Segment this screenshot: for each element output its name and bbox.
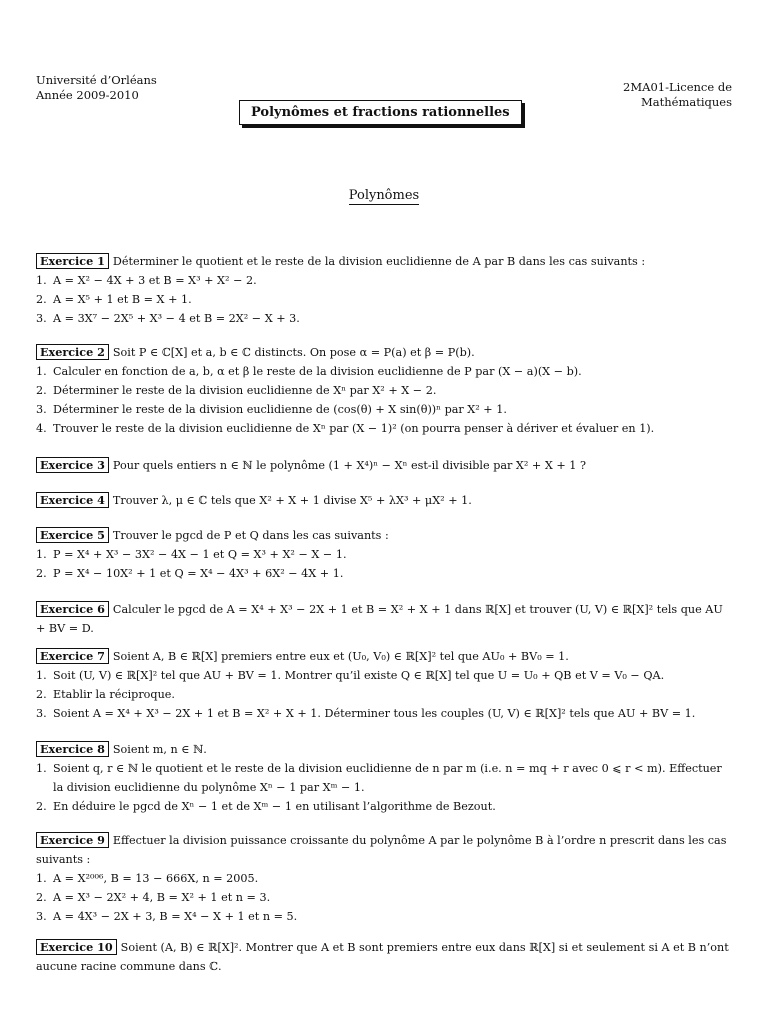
- exercise-item: 3. A = 3X⁷ − 2X⁵ + X³ − 4 et B = 2X² − X + 3.: [36, 312, 300, 325]
- exercise-3: [36, 456, 734, 475]
- exercise-items: [36, 362, 734, 438]
- course-subject: Mathématiques: [640, 95, 732, 109]
- exercise-1: [36, 252, 734, 328]
- exercise-6: [36, 600, 734, 638]
- section-title: Polynômes: [348, 188, 420, 203]
- exercise-label: Exercice 4: [36, 492, 109, 508]
- exercise-item: 3. A = 4X³ − 2X + 3, B = X⁴ − X + 1 et n = 5.: [36, 910, 298, 923]
- exercise-statement: Soient A, B ∈ ℝ[X] premiers entre eux et (U₀, V₀) ∈ ℝ[X]² tel que AU₀ + BV₀ = 1.: [112, 650, 569, 663]
- course-code: 2MA01-Licence de: [623, 80, 732, 94]
- exercise-items: [36, 759, 734, 816]
- document-title: Polynômes et fractions rationnelles: [239, 100, 522, 125]
- exercise-2: [36, 343, 734, 438]
- exercise-7: [36, 647, 734, 723]
- exercise-statement: Effectuer la division puissance croissante du polynôme A par le polynôme B à l’ordre n prescrit dans les cas suivants :: [36, 834, 727, 866]
- exercise-statement: Soit P ∈ ℂ[X] et a, b ∈ ℂ distincts. On pose α = P(a) et β = P(b).: [112, 346, 475, 359]
- exercise-label: Exercice 10: [36, 939, 117, 955]
- exercise-items: [36, 869, 734, 926]
- exercise-item: 3. Déterminer le reste de la division euclidienne de (cos(θ) + X sin(θ))ⁿ par X² + 1.: [36, 403, 507, 416]
- exercise-item: 2. A = X³ − 2X² + 4, B = X² + 1 et n = 3.: [36, 891, 271, 904]
- header-course: [623, 80, 732, 110]
- exercise-item: 1. A = X²⁰⁰⁶, B = 13 − 666X, n = 2005.: [36, 872, 259, 885]
- exercise-item: 2. Déterminer le reste de la division euclidienne de Xⁿ par X² + X − 2.: [36, 384, 437, 397]
- exercise-label: Exercice 7: [36, 648, 109, 664]
- exercise-label: Exercice 6: [36, 601, 109, 617]
- exercise-5: [36, 526, 734, 583]
- exercise-label: Exercice 5: [36, 527, 109, 543]
- exercise-4: [36, 491, 734, 510]
- exercise-items: [36, 666, 734, 723]
- exercise-label: Exercice 9: [36, 832, 109, 848]
- exercise-label: Exercice 8: [36, 741, 109, 757]
- exercise-statement: Pour quels entiers n ∈ ℕ le polynôme (1 + X⁴)ⁿ − Xⁿ est-il divisible par X² + X + 1 ?: [112, 459, 586, 472]
- exercise-9: [36, 831, 734, 926]
- exercise-statement: Soient m, n ∈ ℕ.: [112, 743, 207, 756]
- exercise-item: 2. Etablir la réciproque.: [36, 688, 175, 701]
- exercise-item: 1. Soit (U, V) ∈ ℝ[X]² tel que AU + BV = 1. Montrer qu’il existe Q ∈ ℝ[X] tel que U = U₀ + QB et V = V₀ − QA.: [36, 669, 665, 682]
- exercise-statement: Soient (A, B) ∈ ℝ[X]². Montrer que A et B sont premiers entre eux dans ℝ[X] si et seulement si A et B n’ont aucune racine commune dans ℂ.: [36, 941, 729, 973]
- exercise-label: Exercice 2: [36, 344, 109, 360]
- header-university: [36, 73, 157, 103]
- exercise-statement: Trouver λ, μ ∈ ℂ tels que X² + X + 1 divise X⁵ + λX³ + μX² + 1.: [112, 494, 472, 507]
- exercise-item: 2. A = X⁵ + 1 et B = X + 1.: [36, 293, 192, 306]
- exercise-label: Exercice 1: [36, 253, 109, 269]
- title-frame: [239, 100, 522, 125]
- exercise-item: 2. En déduire le pgcd de Xⁿ − 1 et de Xᵐ − 1 en utilisant l’algorithme de Bezout.: [36, 800, 496, 813]
- exercise-item: 2. P = X⁴ − 10X² + 1 et Q = X⁴ − 4X³ + 6X² − 4X + 1.: [36, 567, 344, 580]
- exercise-item: 1. A = X² − 4X + 3 et B = X³ + X² − 2.: [36, 274, 257, 287]
- exercise-items: [36, 271, 734, 328]
- exercise-item: 1. Soient q, r ∈ ℕ le quotient et le reste de la division euclidienne de n par m (i.e. n = mq + r avec 0 ⩽ r < m). Effectuer la division euclidienne du polynôme Xⁿ − 1 par Xᵐ − 1.: [36, 762, 722, 794]
- exercise-10: [36, 938, 734, 976]
- exercise-item: 1. P = X⁴ + X³ − 3X² − 4X − 1 et Q = X³ + X² − X − 1.: [36, 548, 347, 561]
- exercise-item: 3. Soient A = X⁴ + X³ − 2X + 1 et B = X² + X + 1. Déterminer tous les couples (U, V) ∈ ℝ[X]² tels que AU + BV = 1.: [36, 707, 696, 720]
- exercise-item: 4. Trouver le reste de la division euclidienne de Xⁿ par (X − 1)² (on pourra penser à dériver et évaluer en 1).: [36, 422, 655, 435]
- exercise-statement: Calculer le pgcd de A = X⁴ + X³ − 2X + 1 et B = X² + X + 1 dans ℝ[X] et trouver (U, V) ∈ ℝ[X]² tels que AU + BV = D.: [36, 603, 723, 635]
- academic-year: Année 2009-2010: [36, 88, 139, 102]
- exercise-statement: Trouver le pgcd de P et Q dans les cas suivants :: [112, 529, 389, 542]
- exercise-8: [36, 740, 734, 816]
- section-heading: [0, 188, 768, 203]
- exercise-label: Exercice 3: [36, 457, 109, 473]
- exercise-items: [36, 545, 734, 583]
- university-name: Université d’Orléans: [36, 73, 157, 87]
- exercise-item: 1. Calculer en fonction de a, b, α et β le reste de la division euclidienne de P par (X − a)(X − b).: [36, 365, 582, 378]
- exercise-statement: Déterminer le quotient et le reste de la division euclidienne de A par B dans les cas suivants :: [112, 255, 646, 268]
